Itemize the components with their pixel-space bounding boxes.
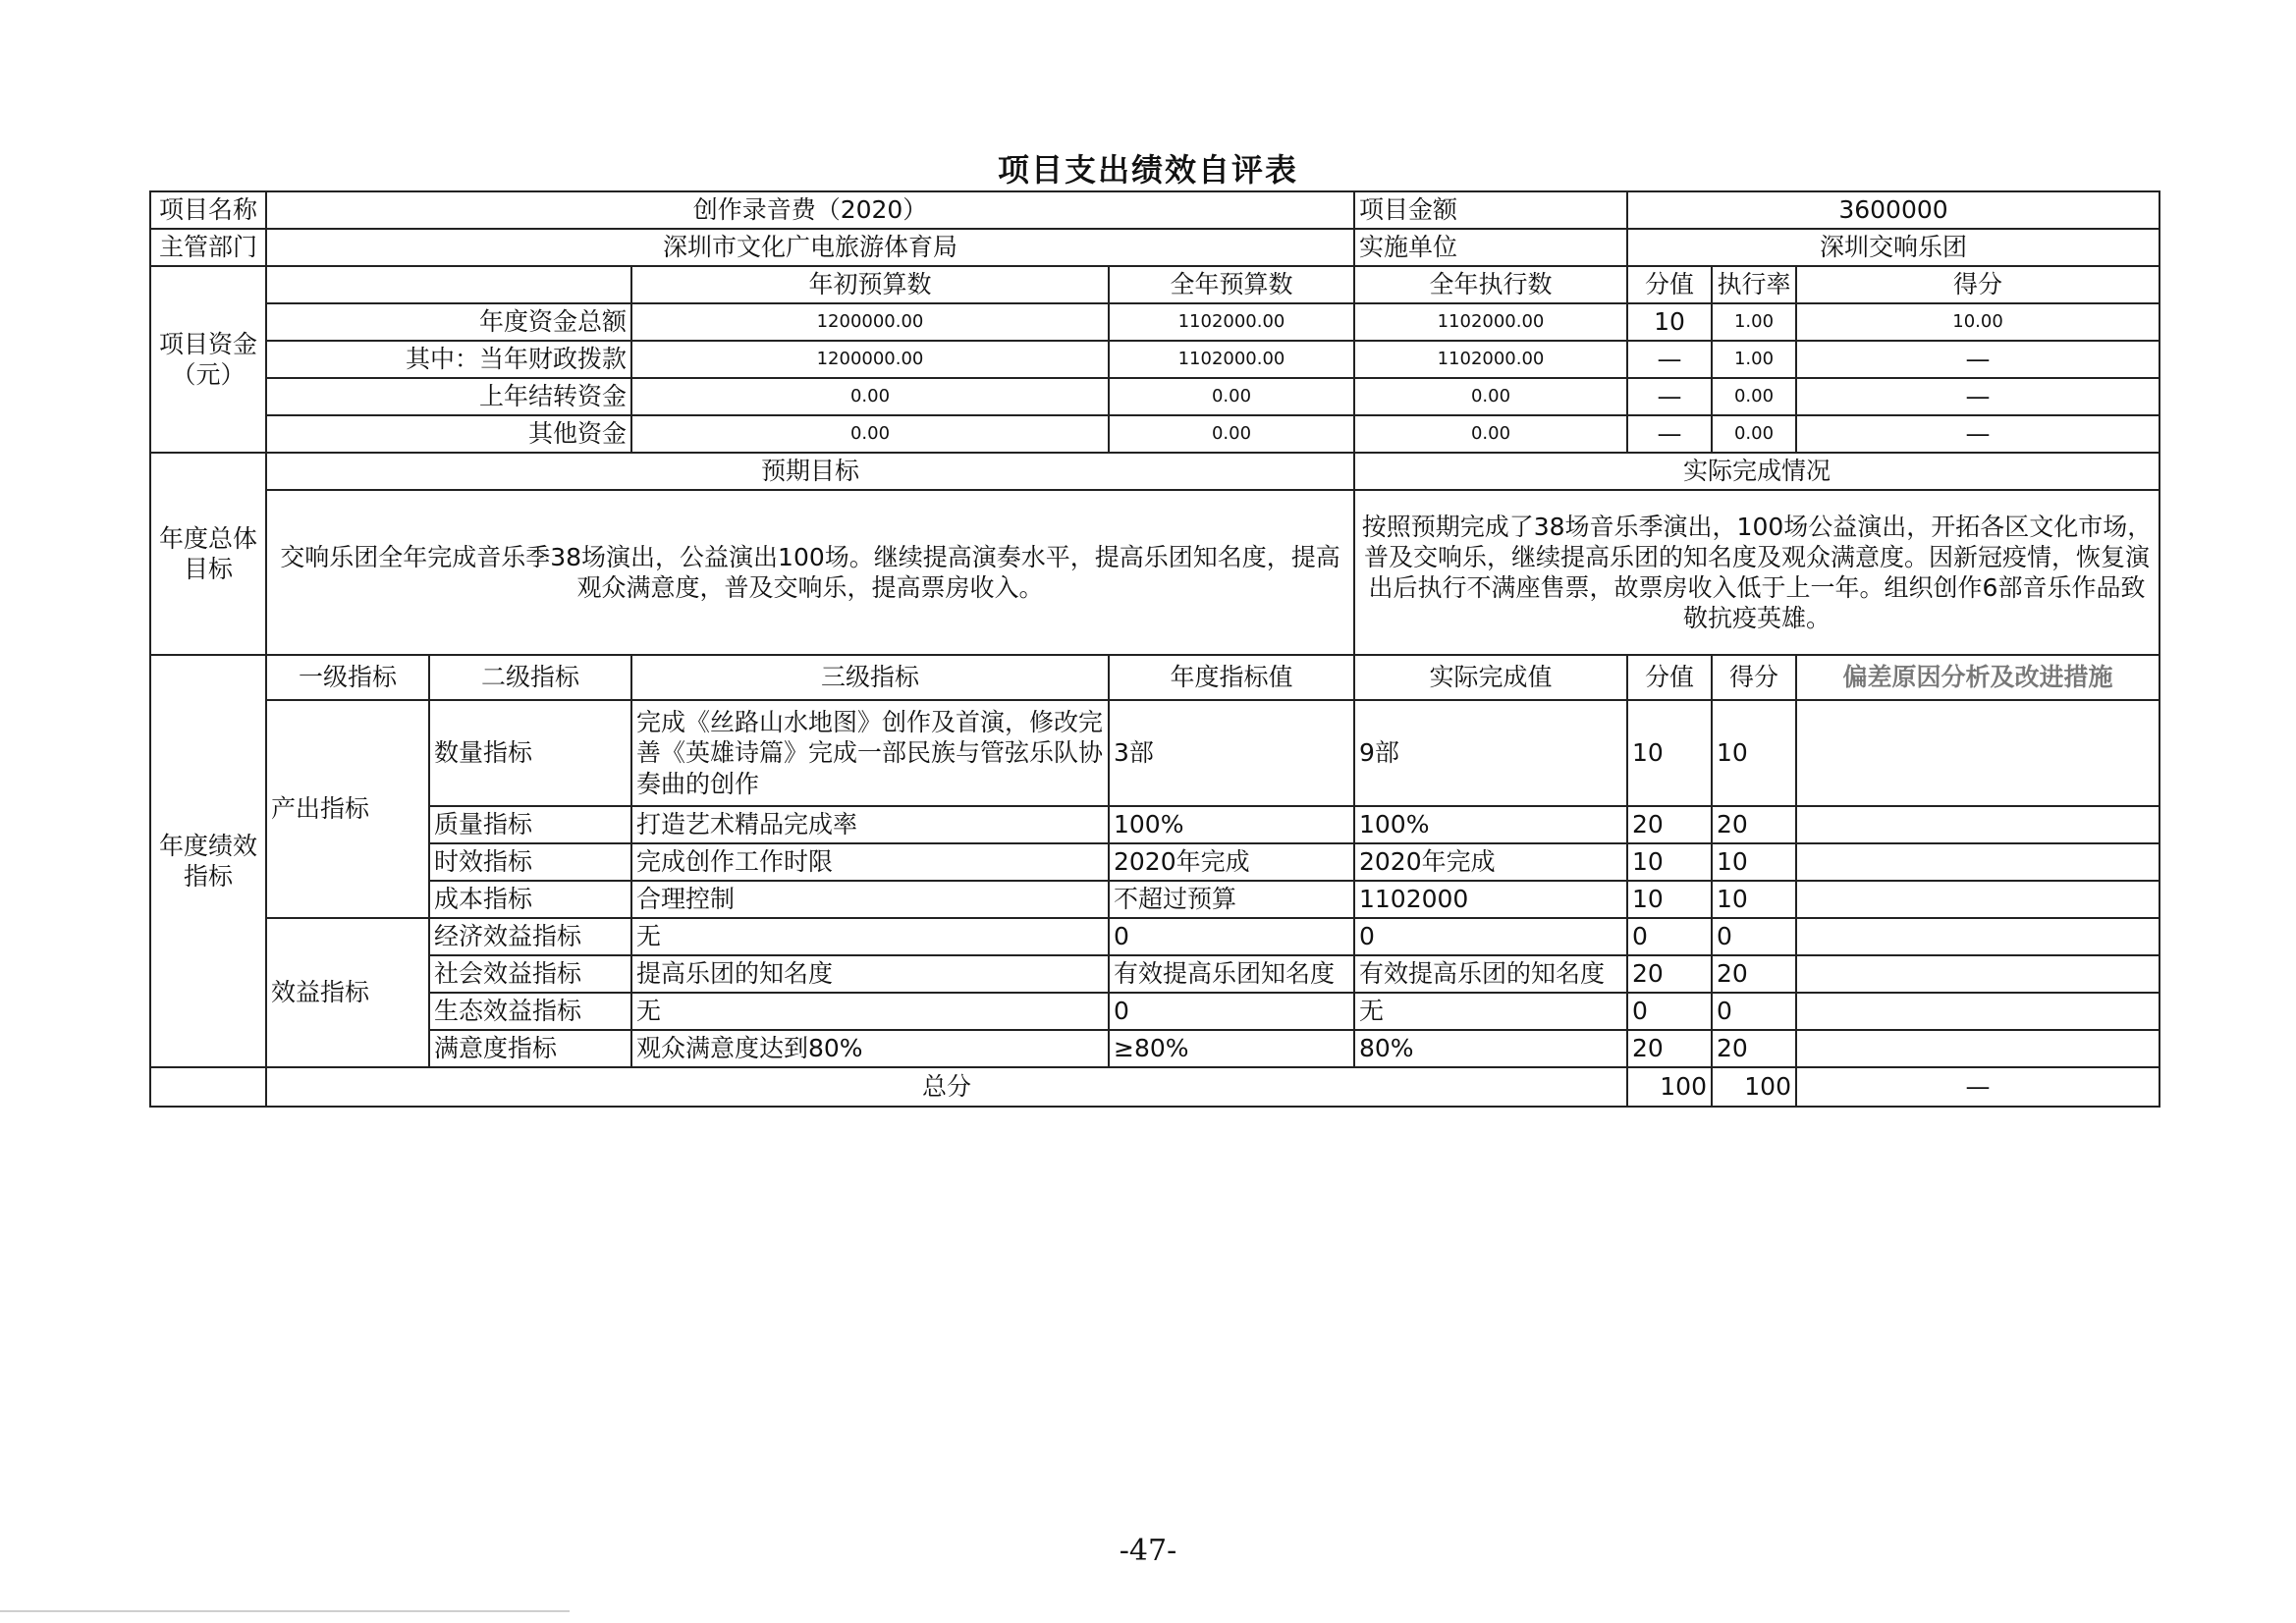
expected-goal-text: 交响乐团全年完成音乐季38场演出，公益演出100场。继续提高演奏水平，提高乐团知名度，提高观众满意度，普及交响乐，提高票房收入。 xyxy=(266,490,1354,655)
indicator-row xyxy=(150,881,2159,918)
fund-score: — xyxy=(1796,378,2159,415)
target-value: 3部 xyxy=(1109,700,1354,806)
indicator-row xyxy=(150,918,2159,955)
indicator-score: 0 xyxy=(1712,993,1796,1030)
fund-rate: 1.00 xyxy=(1712,341,1796,378)
col-score: 得分 xyxy=(1712,655,1796,700)
project-name-label: 项目名称 xyxy=(150,191,266,229)
actual-completion-header: 实际完成情况 xyxy=(1354,453,2159,490)
indicator-score: 10 xyxy=(1712,700,1796,806)
total-weight: 100 xyxy=(1627,1067,1712,1107)
total-score: 100 xyxy=(1712,1067,1796,1107)
indicator-row xyxy=(150,806,2159,843)
unit-label: 实施单位 xyxy=(1354,229,1627,266)
level2-indicator: 生态效益指标 xyxy=(429,993,631,1030)
fund-weight: — xyxy=(1627,415,1712,453)
fund-rate: 0.00 xyxy=(1712,415,1796,453)
target-value: 不超过预算 xyxy=(1109,881,1354,918)
page-title: 项目支出绩效自评表 xyxy=(997,151,1298,189)
indicator-weight: 20 xyxy=(1627,1030,1712,1067)
goals-header-row xyxy=(150,453,2159,490)
indicators-section-label: 年度绩效 指标 xyxy=(150,655,266,1067)
project-name-value: 创作录音费（2020） xyxy=(266,191,1354,229)
level2-indicator: 时效指标 xyxy=(429,843,631,881)
target-value: ≥80% xyxy=(1109,1030,1354,1067)
fund-name: 上年结转资金 xyxy=(266,378,631,415)
indicator-score: 20 xyxy=(1712,806,1796,843)
fund-score: 10.00 xyxy=(1796,303,2159,341)
deviation-analysis xyxy=(1796,955,2159,993)
indicator-row xyxy=(150,843,2159,881)
project-amount-label: 项目金额 xyxy=(1354,191,1627,229)
total-row xyxy=(150,1067,2159,1107)
indicator-weight: 20 xyxy=(1627,955,1712,993)
unit-value: 深圳交响乐团 xyxy=(1627,229,2159,266)
col-annual-budget: 全年预算数 xyxy=(1109,266,1354,303)
expected-goal-header: 预期目标 xyxy=(266,453,1354,490)
actual-value: 80% xyxy=(1354,1030,1627,1067)
fund-annual: 1102000.00 xyxy=(1109,341,1354,378)
fund-initial: 1200000.00 xyxy=(631,303,1109,341)
col-weight: 分值 xyxy=(1627,266,1712,303)
total-analysis: — xyxy=(1796,1067,2159,1107)
level3-indicator: 无 xyxy=(631,993,1109,1030)
deviation-analysis xyxy=(1796,806,2159,843)
department-label: 主管部门 xyxy=(150,229,266,266)
actual-value: 无 xyxy=(1354,993,1627,1030)
fund-name: 其中：当年财政拨款 xyxy=(266,341,631,378)
department-row xyxy=(150,229,2159,266)
fund-weight: — xyxy=(1627,378,1712,415)
indicators-header-row xyxy=(150,655,2159,700)
target-value: 2020年完成 xyxy=(1109,843,1354,881)
page-number: -47- xyxy=(1119,1534,1177,1568)
target-value: 有效提高乐团知名度 xyxy=(1109,955,1354,993)
actual-value: 2020年完成 xyxy=(1354,843,1627,881)
performance-evaluation-table xyxy=(149,190,2160,1108)
col-target: 年度指标值 xyxy=(1109,655,1354,700)
indicator-score: 20 xyxy=(1712,1030,1796,1067)
level2-indicator: 满意度指标 xyxy=(429,1030,631,1067)
target-value: 0 xyxy=(1109,918,1354,955)
indicator-score: 10 xyxy=(1712,843,1796,881)
level3-indicator: 打造艺术精品完成率 xyxy=(631,806,1109,843)
level3-indicator: 观众满意度达到80% xyxy=(631,1030,1109,1067)
project-name-row xyxy=(150,191,2159,229)
col-actual: 实际完成值 xyxy=(1354,655,1627,700)
funds-header-row xyxy=(150,266,2159,303)
indicator-row xyxy=(150,955,2159,993)
target-value: 0 xyxy=(1109,993,1354,1030)
total-blank xyxy=(150,1067,266,1107)
level2-indicator: 质量指标 xyxy=(429,806,631,843)
fund-annual: 0.00 xyxy=(1109,415,1354,453)
fund-executed: 0.00 xyxy=(1354,378,1627,415)
fund-name: 其他资金 xyxy=(266,415,631,453)
col-level1: 一级指标 xyxy=(266,655,429,700)
col-initial-budget: 年初预算数 xyxy=(631,266,1109,303)
fund-initial: 1200000.00 xyxy=(631,341,1109,378)
deviation-analysis xyxy=(1796,843,2159,881)
indicator-row xyxy=(150,1030,2159,1067)
deviation-analysis xyxy=(1796,700,2159,806)
actual-value: 0 xyxy=(1354,918,1627,955)
indicator-weight: 0 xyxy=(1627,993,1712,1030)
fund-weight: 10 xyxy=(1627,303,1712,341)
funds-header-blank xyxy=(266,266,631,303)
level2-indicator: 社会效益指标 xyxy=(429,955,631,993)
level2-indicator: 数量指标 xyxy=(429,700,631,806)
fund-annual: 0.00 xyxy=(1109,378,1354,415)
col-exec-rate: 执行率 xyxy=(1712,266,1796,303)
fund-executed: 0.00 xyxy=(1354,415,1627,453)
output-group-label: 产出指标 xyxy=(266,700,429,918)
fund-weight: — xyxy=(1627,341,1712,378)
deviation-analysis xyxy=(1796,918,2159,955)
fund-name: 年度资金总额 xyxy=(266,303,631,341)
col-level2: 二级指标 xyxy=(429,655,631,700)
fund-score: — xyxy=(1796,341,2159,378)
funds-section-label: 项目资金 （元） xyxy=(150,266,266,453)
level2-indicator: 成本指标 xyxy=(429,881,631,918)
deviation-analysis xyxy=(1796,1030,2159,1067)
col-score: 得分 xyxy=(1796,266,2159,303)
department-value: 深圳市文化广电旅游体育局 xyxy=(266,229,1354,266)
fund-initial: 0.00 xyxy=(631,415,1109,453)
level3-indicator: 完成《丝路山水地图》创作及首演，修改完善《英雄诗篇》完成一部民族与管弦乐队协奏曲的创作 xyxy=(631,700,1109,806)
deviation-analysis xyxy=(1796,881,2159,918)
indicator-weight: 10 xyxy=(1627,881,1712,918)
fund-annual: 1102000.00 xyxy=(1109,303,1354,341)
fund-executed: 1102000.00 xyxy=(1354,341,1627,378)
benefit-group-label: 效益指标 xyxy=(266,918,429,1067)
indicator-weight: 20 xyxy=(1627,806,1712,843)
indicator-weight: 0 xyxy=(1627,918,1712,955)
fund-executed: 1102000.00 xyxy=(1354,303,1627,341)
actual-value: 有效提高乐团的知名度 xyxy=(1354,955,1627,993)
funds-row xyxy=(150,303,2159,341)
actual-value: 1102000 xyxy=(1354,881,1627,918)
indicator-score: 0 xyxy=(1712,918,1796,955)
total-label: 总分 xyxy=(266,1067,1627,1107)
col-executed: 全年执行数 xyxy=(1354,266,1627,303)
level3-indicator: 无 xyxy=(631,918,1109,955)
level2-indicator: 经济效益指标 xyxy=(429,918,631,955)
level3-indicator: 合理控制 xyxy=(631,881,1109,918)
indicator-score: 10 xyxy=(1712,881,1796,918)
funds-row xyxy=(150,341,2159,378)
fund-initial: 0.00 xyxy=(631,378,1109,415)
fund-score: — xyxy=(1796,415,2159,453)
col-level3: 三级指标 xyxy=(631,655,1109,700)
goals-text-row xyxy=(150,490,2159,655)
deviation-analysis xyxy=(1796,993,2159,1030)
funds-row xyxy=(150,415,2159,453)
target-value: 100% xyxy=(1109,806,1354,843)
goals-section-label: 年度总体 目标 xyxy=(150,453,266,655)
indicator-score: 20 xyxy=(1712,955,1796,993)
actual-value: 9部 xyxy=(1354,700,1627,806)
indicator-weight: 10 xyxy=(1627,843,1712,881)
level3-indicator: 提高乐团的知名度 xyxy=(631,955,1109,993)
indicator-row xyxy=(150,993,2159,1030)
col-analysis: 偏差原因分析及改进措施 xyxy=(1796,655,2159,700)
actual-value: 100% xyxy=(1354,806,1627,843)
actual-completion-text: 按照预期完成了38场音乐季演出，100场公益演出，开拓各区文化市场，普及交响乐，继续提高乐团的知名度及观众满意度。因新冠疫情，恢复演出后执行不满座售票，故票房收入低于上一年。组织创作6部音乐作品致敬抗疫英雄。 xyxy=(1354,490,2159,655)
fund-rate: 1.00 xyxy=(1712,303,1796,341)
fund-rate: 0.00 xyxy=(1712,378,1796,415)
project-amount-value: 3600000 xyxy=(1627,191,2159,229)
col-weight: 分值 xyxy=(1627,655,1712,700)
indicator-row xyxy=(150,700,2159,806)
indicator-weight: 10 xyxy=(1627,700,1712,806)
level3-indicator: 完成创作工作时限 xyxy=(631,843,1109,881)
funds-row xyxy=(150,378,2159,415)
scan-edge-divider xyxy=(0,1610,570,1612)
